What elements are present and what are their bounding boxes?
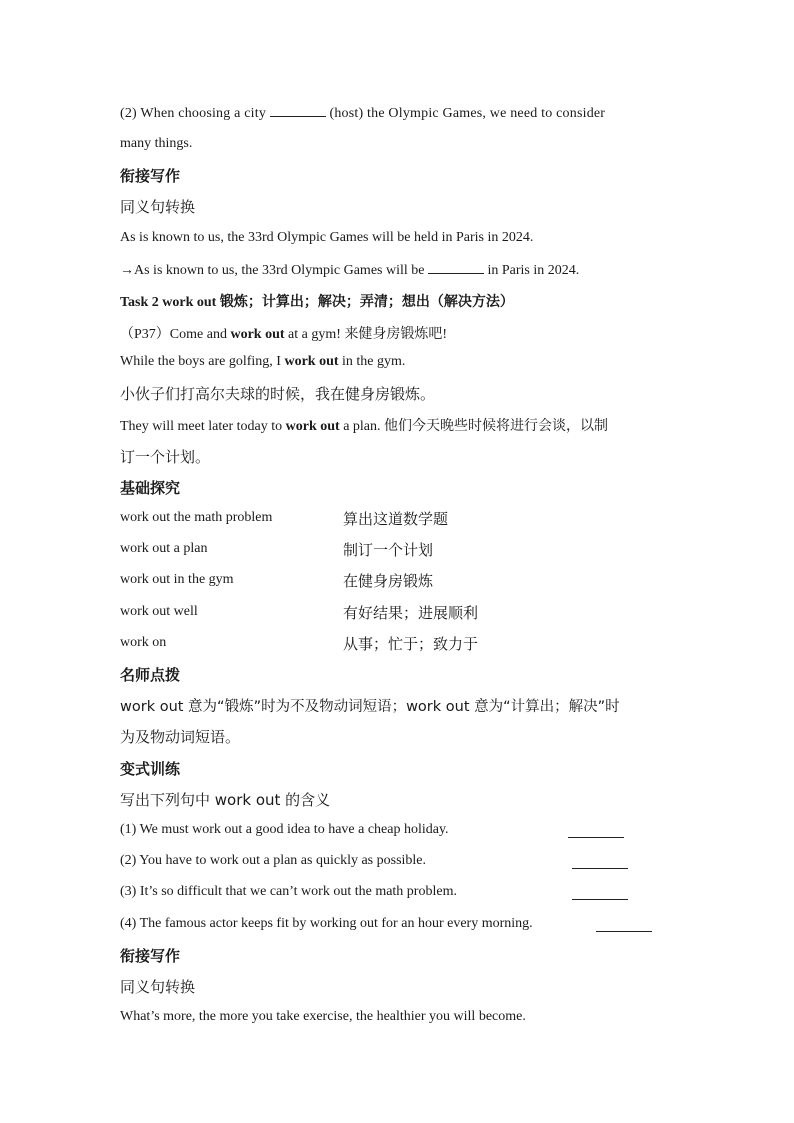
- phrase-cn: 算出这道数学题: [343, 510, 449, 528]
- rewrite-sentence-start: →As is known to us, the 33rd Olympic Games will be: [120, 263, 428, 278]
- section-heading-teacher-tip: 名师点拨: [120, 666, 181, 684]
- teacher-tip-text-continued: 为及物动词短语。: [120, 728, 241, 746]
- instruction-write-meaning: 写出下列句中 work out 的含义: [120, 791, 331, 809]
- example-sentence-2: [120, 415, 608, 435]
- answer-blank: [428, 261, 484, 274]
- question-2: [120, 104, 605, 122]
- original-sentence: As is known to us, the 33rd Olympic Games will be held in Paris in 2024.: [120, 230, 534, 245]
- answer-blank: [568, 836, 624, 838]
- phrase-en: work out a plan: [120, 541, 208, 556]
- example-sentence-1-translation: 小伙子们打高尔夫球的时候，我在健身房锻炼。: [120, 385, 436, 403]
- textbook-example: [120, 323, 447, 343]
- section-heading-basic: 基础探究: [120, 479, 181, 497]
- final-sentence: What’s more, the more you take exercise, the healthier you will become.: [120, 1009, 526, 1024]
- section-heading-variation: 变式训练: [120, 760, 181, 778]
- example-sentence-1: [120, 354, 405, 370]
- example-sentence-2-continued: 订一个计划。: [120, 448, 211, 466]
- rewrite-sentence: [120, 261, 579, 279]
- answer-blank: [270, 104, 326, 117]
- phrase-en: work out the math problem: [120, 510, 273, 525]
- exercise-item: (4) The famous actor keeps fit by working out for an hour every morning.: [120, 916, 533, 931]
- question-2-text-end: (host) the Olympic Games, we need to consider: [325, 106, 606, 121]
- section-heading-link-writing: 衔接写作: [120, 167, 181, 185]
- answer-blank: [572, 867, 628, 869]
- phrase-cn: 在健身房锻炼: [343, 572, 434, 590]
- phrase-cn: 从事；忙于；致力于: [343, 635, 479, 653]
- phrase-cn: 制订一个计划: [343, 541, 434, 559]
- highlight-phrase: work out: [284, 354, 339, 369]
- answer-blank: [572, 898, 628, 900]
- rewrite-sentence-end: in Paris in 2024.: [483, 263, 580, 278]
- teacher-tip-text: work out 意为“锻炼”时为不及物动词短语；work out 意为“计算出；解决”时: [120, 699, 620, 715]
- question-2-continued: many things.: [120, 136, 193, 151]
- example-sentence-2-end: a plan. 他们今天晚些时候将进行会谈，以制: [339, 419, 609, 434]
- instruction-synonym: 同义句转换: [120, 198, 196, 216]
- exercise-item: (2) You have to work out a plan as quickly as possible.: [120, 853, 427, 868]
- highlight-phrase: work out: [230, 327, 285, 342]
- phrase-cn: 有好结果；进展顺利: [343, 604, 479, 622]
- textbook-example-start: （P37）Come and: [120, 327, 231, 342]
- section-heading-link-writing: 衔接写作: [120, 947, 181, 965]
- instruction-synonym: 同义句转换: [120, 978, 196, 996]
- example-sentence-1-end: in the gym.: [338, 354, 406, 369]
- example-sentence-1-start: While the boys are golfing, I: [120, 354, 285, 369]
- textbook-example-end: at a gym! 来健身房锻炼吧!: [284, 327, 448, 342]
- task-2-heading: Task 2 work out 锻炼；计算出；解决；弄清；想出（解决方法）: [120, 295, 514, 310]
- highlight-phrase: work out: [285, 419, 340, 434]
- exercise-item: (3) It’s so difficult that we can’t work out the math problem.: [120, 884, 457, 899]
- phrase-en: work out in the gym: [120, 572, 234, 587]
- example-sentence-2-start: They will meet later today to: [120, 419, 286, 434]
- exercise-item: (1) We must work out a good idea to have a cheap holiday.: [120, 822, 449, 837]
- answer-blank: [596, 930, 652, 932]
- phrase-en: work on: [120, 635, 167, 650]
- question-2-text-start: (2) When choosing a city: [120, 106, 270, 121]
- phrase-en: work out well: [120, 604, 198, 619]
